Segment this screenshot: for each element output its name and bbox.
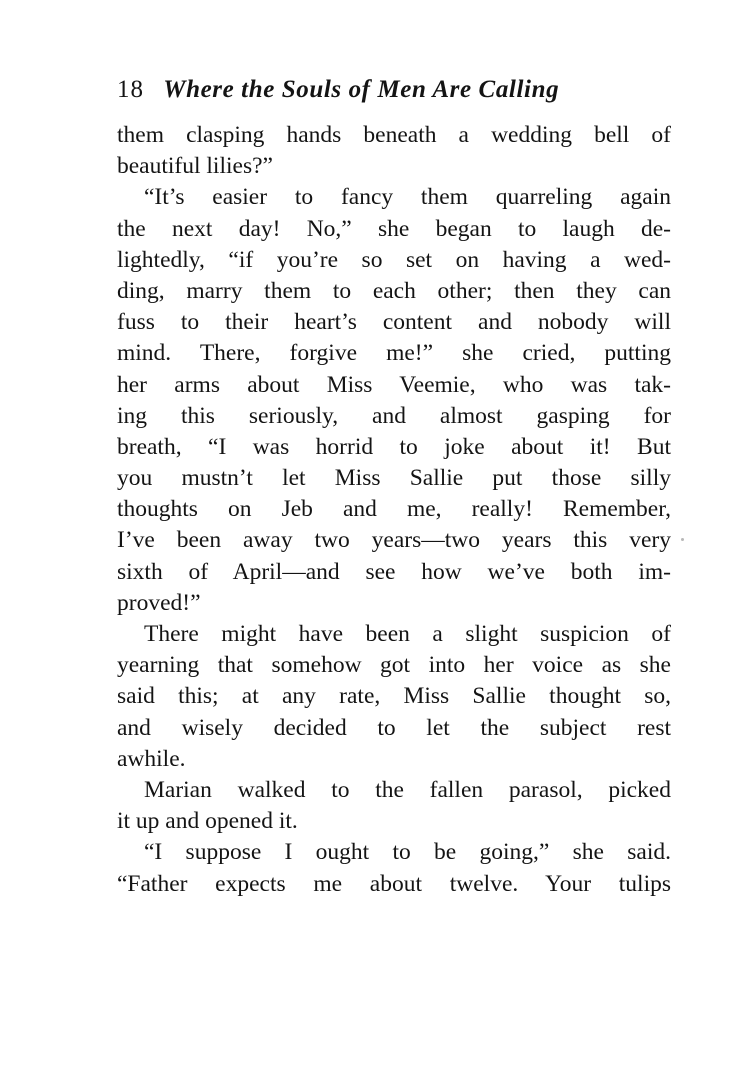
running-title: Where the Souls of Men Are Calling	[163, 76, 560, 103]
text-line: ing this seriously, and almost gasping for	[117, 402, 671, 429]
text-line: said this; at any rate, Miss Sallie thought so,	[117, 683, 671, 710]
text-line: thoughts on Jeb and me, really! Remember,	[117, 496, 671, 523]
text-line: yearning that somehow got into her voice as she	[117, 652, 671, 679]
body-text	[117, 120, 671, 900]
text-line: “I suppose I ought to be going,” she said.	[144, 839, 671, 866]
running-head	[117, 72, 671, 108]
text-line: it up and opened it.	[117, 808, 298, 835]
text-line: ding, marry them to each other; then they can	[117, 277, 671, 304]
text-line: proved!”	[117, 589, 201, 616]
text-line: her arms about Miss Veemie, who was tak-	[117, 371, 671, 398]
text-line: “Father expects me about twelve. Your tulips	[117, 870, 671, 897]
text-line: mind. There, forgive me!” she cried, putting	[117, 340, 671, 367]
text-line: lightedly, “if you’re so set on having a wed-	[117, 246, 671, 273]
text-line: beautiful lilies?”	[117, 153, 273, 180]
text-line: Marian walked to the fallen parasol, picked	[144, 776, 671, 803]
page-number: 18	[117, 76, 144, 103]
text-line: “It’s easier to fancy them quarreling again	[144, 184, 671, 211]
text-line: There might have been a slight suspicion of	[144, 621, 671, 647]
text-line: I’ve been away two years—two years this very	[117, 527, 671, 554]
text-line: the next day! No,” she began to laugh de-	[117, 215, 671, 242]
text-line: awhile.	[117, 745, 186, 772]
text-line: fuss to their heart’s content and nobody will	[117, 309, 671, 336]
ink-speck	[681, 538, 684, 541]
text-line: them clasping hands beneath a wedding bell of	[117, 122, 671, 148]
text-line: breath, “I was horrid to joke about it! But	[117, 433, 671, 460]
text-line: sixth of April—and see how we’ve both im-	[117, 558, 671, 585]
text-line: and wisely decided to let the subject rest	[117, 714, 671, 741]
text-line: you mustn’t let Miss Sallie put those silly	[117, 465, 671, 492]
